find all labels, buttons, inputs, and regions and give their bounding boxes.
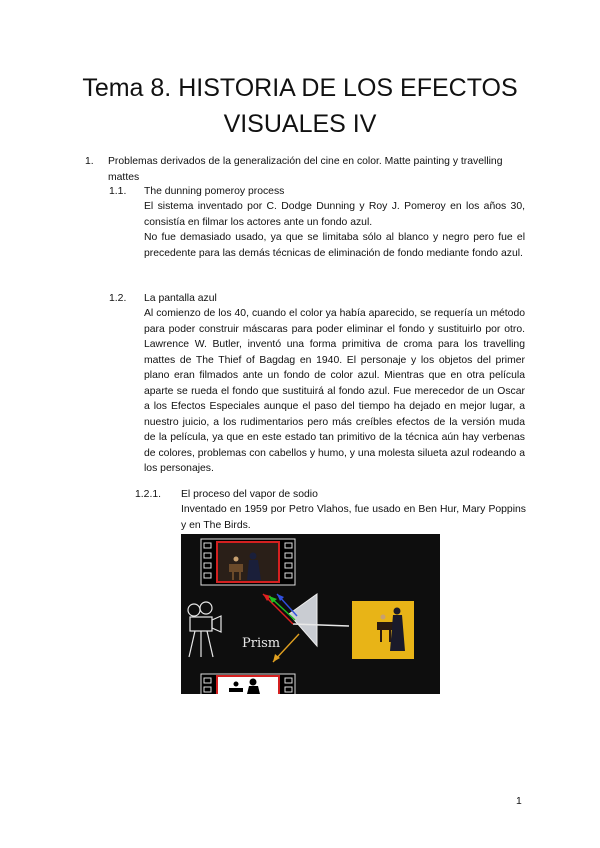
top-film-strip (201, 539, 295, 585)
page-number: 1 (516, 796, 522, 807)
subsection-number: 1.2. (109, 293, 127, 304)
paragraph: Al comienzo de los 40, cuando el color ya había aparecido, se requería un método para poder construir máscaras para poder eliminar el fondo y sustituirlo por otro. Lawrence W. Butler, inventó una forma primitiva de croma para los travelling mattes de The Thief of Bagdag en 1940. El personaje y los objetos del primer plano eran filmados ante un fondo de color azul. Mientras que en otra película aparte se rueda el fondo que sustituirá al fondo azul. Fue merecedor de un Oscar a los Efectos Especiales aunque el paso del tiempo ha dejado en mejor lugar, a nuestro juicio, a los rudimentarios pero más creíbles efectos de la versión muda de la película, ya que en este estado tan primitivo de la técnica aún hay verbenas de colores, problemas con cabellos y humo, y una molesta silueta azul rodeando a los personajes. (144, 308, 525, 474)
paragraph: Inventado en 1959 por Petro Vlahos, fue usado en Ben Hur, Mary Poppins y en The Birds. (181, 504, 526, 531)
section-heading: Problemas derivados de la generalización del cine en color. Matte painting y travelling mattes (108, 156, 503, 183)
subsection-number: 1.2.1. (135, 489, 161, 500)
yellow-backlit-frame (352, 601, 414, 659)
paragraph: El sistema inventado por C. Dodge Dunning y Roy J. Pomeroy en los años 30, consistía en filmar los actores ante un fondo azul. (144, 201, 525, 228)
subsection-heading: La pantalla azul (144, 293, 217, 304)
prism (242, 594, 317, 651)
subsection-heading: The dunning pomeroy process (144, 186, 285, 197)
section-number: 1. (85, 156, 94, 167)
subsection-number: 1.1. (109, 186, 127, 197)
sodium-vapor-diagram (181, 534, 440, 694)
subsection-heading: El proceso del vapor de sodio (181, 489, 318, 500)
bottom-film-strip (201, 674, 295, 694)
prism-label: Prism (242, 636, 281, 651)
paragraph: No fue demasiado usado, ya que se limitaba sólo al blanco y negro pero fue el precedente para las demás técnicas de eliminación de fondo mediante fondo azul. (144, 232, 525, 259)
page-title: Tema 8. HISTORIA DE LOS EFECTOS VISUALES IV (82, 74, 518, 138)
camera-icon (188, 602, 221, 657)
